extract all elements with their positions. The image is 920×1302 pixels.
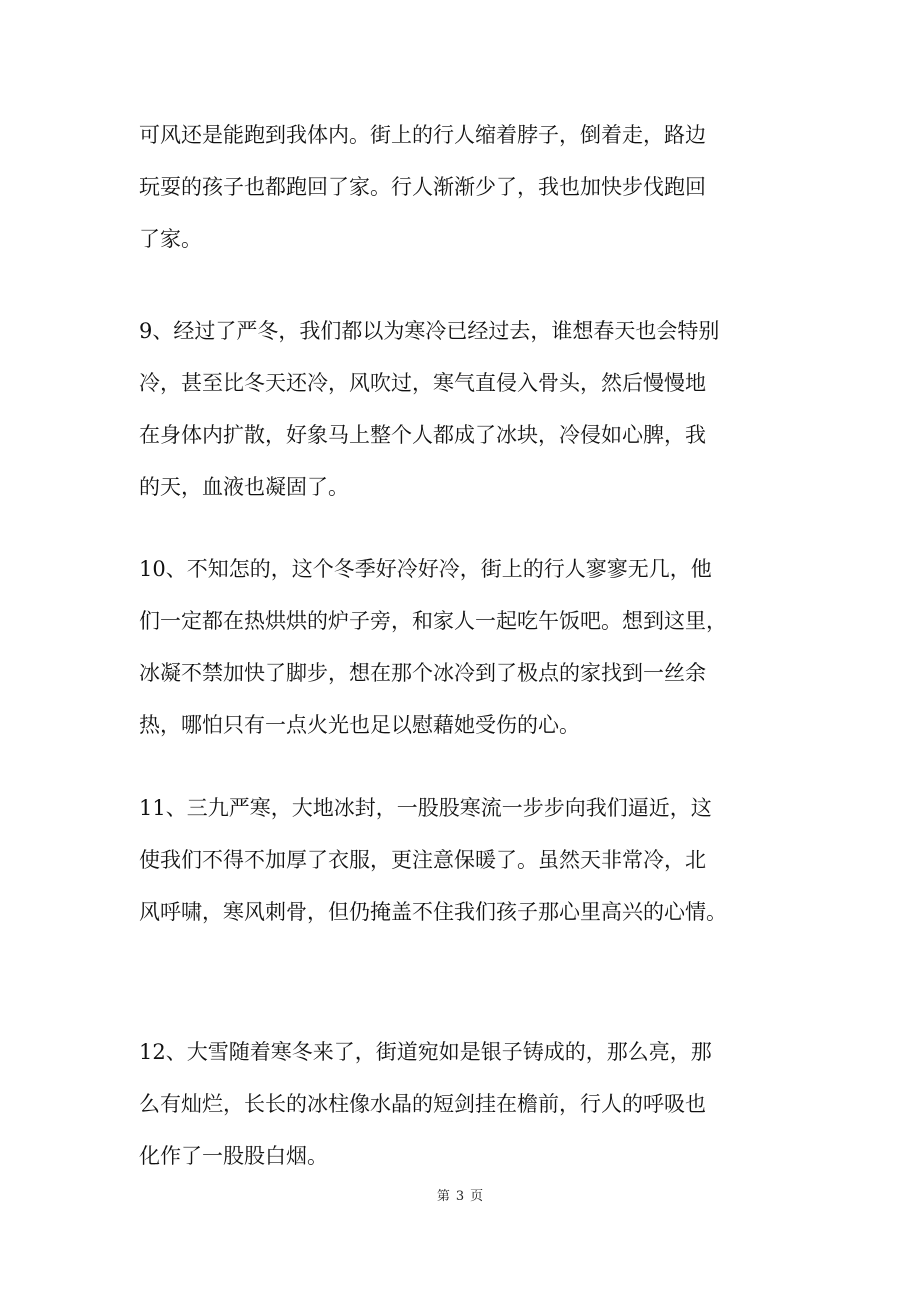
- page-number: 3: [455, 1189, 465, 1204]
- text-line: 在身体内扩散，好象马上整个人都成了冰块，冷侵如心脾，我: [139, 423, 706, 447]
- paragraph-item-11: [139, 782, 784, 938]
- text-line: 9、经过了严冬，我们都以为寒冷已经过去，谁想春天也会特别: [139, 319, 720, 343]
- text-line: 了家。: [139, 227, 202, 251]
- text-line: 冷，甚至比冬天还冷，风吹过，寒气直侵入骨头，然后慢慢地: [139, 371, 706, 395]
- text-line: 么有灿烂，长长的冰柱像水晶的短剑挂在檐前，行人的呼吸也: [139, 1092, 706, 1116]
- text-line: 冰凝不禁加快了脚步，想在那个冰冷到了极点的家找到一丝余: [139, 661, 706, 685]
- text-line: 10、不知怎的，这个冬季好冷好冷，街上的行人寥寥无几，他: [139, 557, 712, 581]
- text-line: 玩耍的孩子也都跑回了家。行人渐渐少了，我也加快步伐跑回: [139, 175, 706, 199]
- page-prefix: 第: [436, 1189, 450, 1204]
- text-line: 的天，血液也凝固了。: [139, 475, 349, 499]
- page-suffix: 页: [470, 1189, 484, 1204]
- paragraph-item-12: [139, 1026, 784, 1182]
- text-line: 风呼啸，寒风刺骨，但仍掩盖不住我们孩子那心里高兴的心情。: [139, 900, 727, 924]
- paragraph-continued: [139, 109, 784, 265]
- text-line: 12、大雪随着寒冬来了，街道宛如是银子铸成的，那么亮，那: [139, 1040, 712, 1064]
- text-line: 11、三九严寒，大地冰封，一股股寒流一步步向我们逼近，这: [139, 796, 712, 820]
- text-line: 们一定都在热烘烘的炉子旁，和家人一起吃午饭吧。想到这里，: [139, 609, 727, 633]
- paragraph-item-10: [139, 543, 784, 751]
- text-line: 可风还是能跑到我体内。街上的行人缩着脖子，倒着走，路边: [139, 123, 706, 147]
- text-line: 化作了一股股白烟。: [139, 1144, 328, 1168]
- text-line: 使我们不得不加厚了衣服，更注意保暖了。虽然天非常冷，北: [139, 848, 706, 872]
- page-number-footer: [0, 1187, 920, 1207]
- text-line: 热，哪怕只有一点火光也足以慰藉她受伤的心。: [139, 713, 580, 737]
- paragraph-item-9: [139, 305, 784, 513]
